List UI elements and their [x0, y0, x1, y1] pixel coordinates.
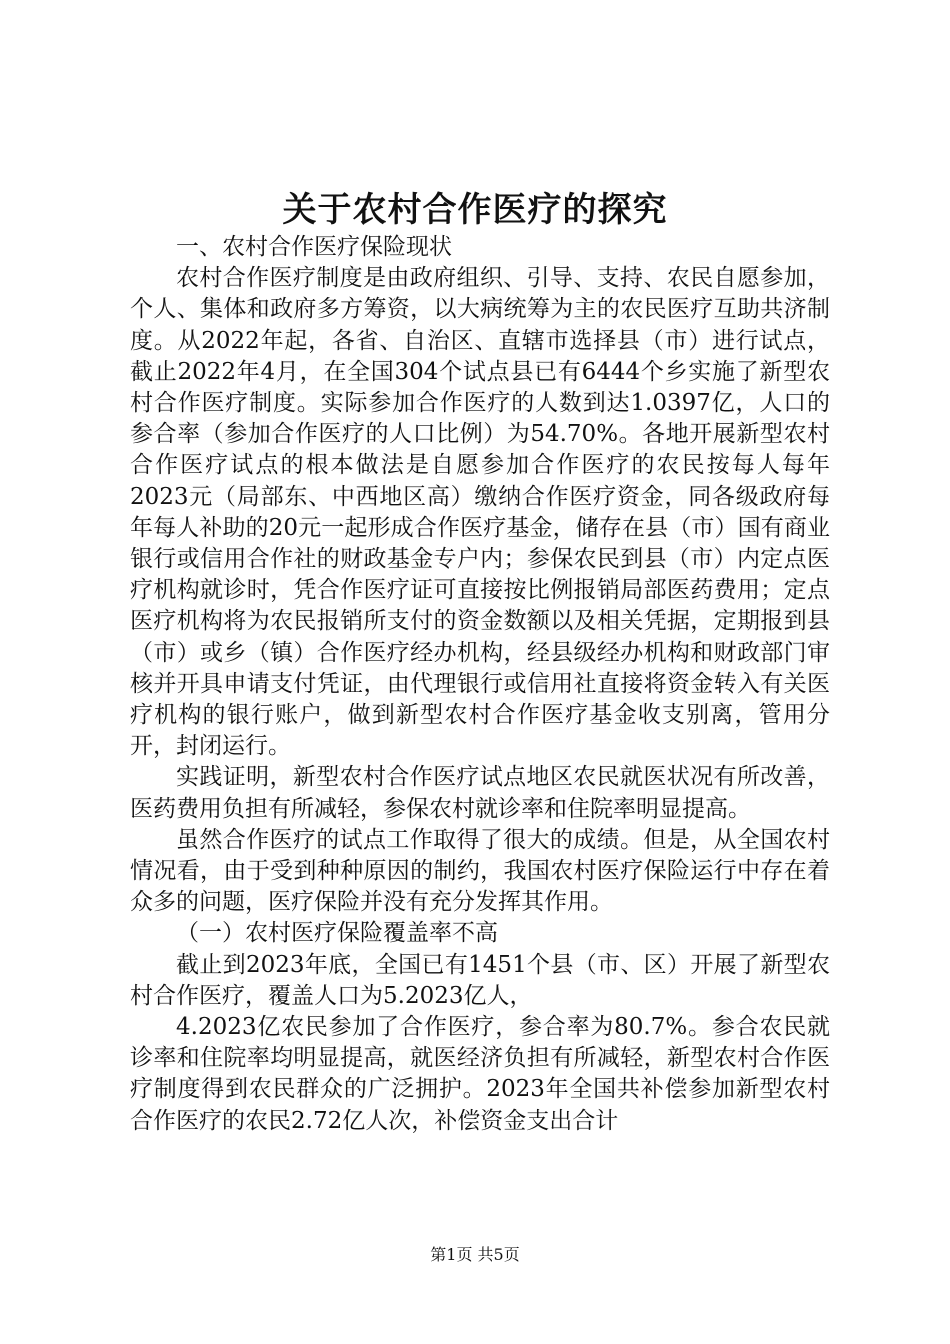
section-heading: 一、农村合作医疗保险现状 [176, 234, 452, 260]
document-title: 关于农村合作医疗的探究 [282, 190, 668, 230]
paragraph: 截止到2023年底，全国已有1451个县（市、区）开展了新型农村合作医疗，覆盖人口为5.2023亿人， [130, 951, 830, 1009]
paragraph: 农村合作医疗制度是由政府组织、引导、支持、农民自愿参加，个人、集体和政府多方筹资，以大病统筹为主的农民医疗互助共济制度。从2022年起，各省、自治区、直辖市选择县（市）进行试点，截止2022年4月，在全国304个试点县已有6444个乡实施了新型农村合作医疗制度。实际参加合作医疗的人数到达1.0397亿，人口的参合率（参加合作医疗的人口比例）为54.70%。各地开展新型农村合作医疗试点的根本做法是自愿参加合作医疗的农民按每人每年2023元（局部东、中西地区高）缴纳合作医疗资金，同各级政府每年每人补助的20元一起形成合作医疗基金，储存在县（市）国有商业银行或信用合作社的财政基金专户内；参保农民到县（市）内定点医疗机构就诊时，凭合作医疗证可直接按比例报销局部医药费用；定点医疗机构将为农民报销所支付的资金数额以及相关凭据，定期报到县（市）或乡（镇）合作医疗经办机构，经县级经办机构和财政部门审核并开具申请支付凭证，由代理银行或信用社直接将资金转入有关医疗机构的银行账户，做到新型农村合作医疗基金收支别离，管用分开，封闭运行。 [130, 265, 830, 760]
subsection-heading: （一）农村医疗保险覆盖率不高 [176, 920, 498, 947]
page-footer: 第1页 共5页 [430, 1245, 520, 1264]
document-body [130, 232, 830, 1137]
paragraph: 4.2023亿农民参加了合作医疗，参合率为80.7%。参合农民就诊率和住院率均明显提高，就医经济负担有所减轻，新型农村合作医疗制度得到农民群众的广泛拥护。2023年全国共补偿参加新型农村合作医疗的农民2.72亿人次，补偿资金支出合计 [130, 1014, 830, 1134]
paragraph: 虽然合作医疗的试点工作取得了很大的成绩。但是，从全国农村情况看，由于受到种种原因的制约，我国农村医疗保险运行中存在着众多的问题，医疗保险并没有充分发挥其作用。 [130, 826, 830, 916]
paragraph: 实践证明，新型农村合作医疗试点地区农民就医状况有所改善，医药费用负担有所减轻，参保农村就诊率和住院率明显提高。 [130, 764, 830, 822]
